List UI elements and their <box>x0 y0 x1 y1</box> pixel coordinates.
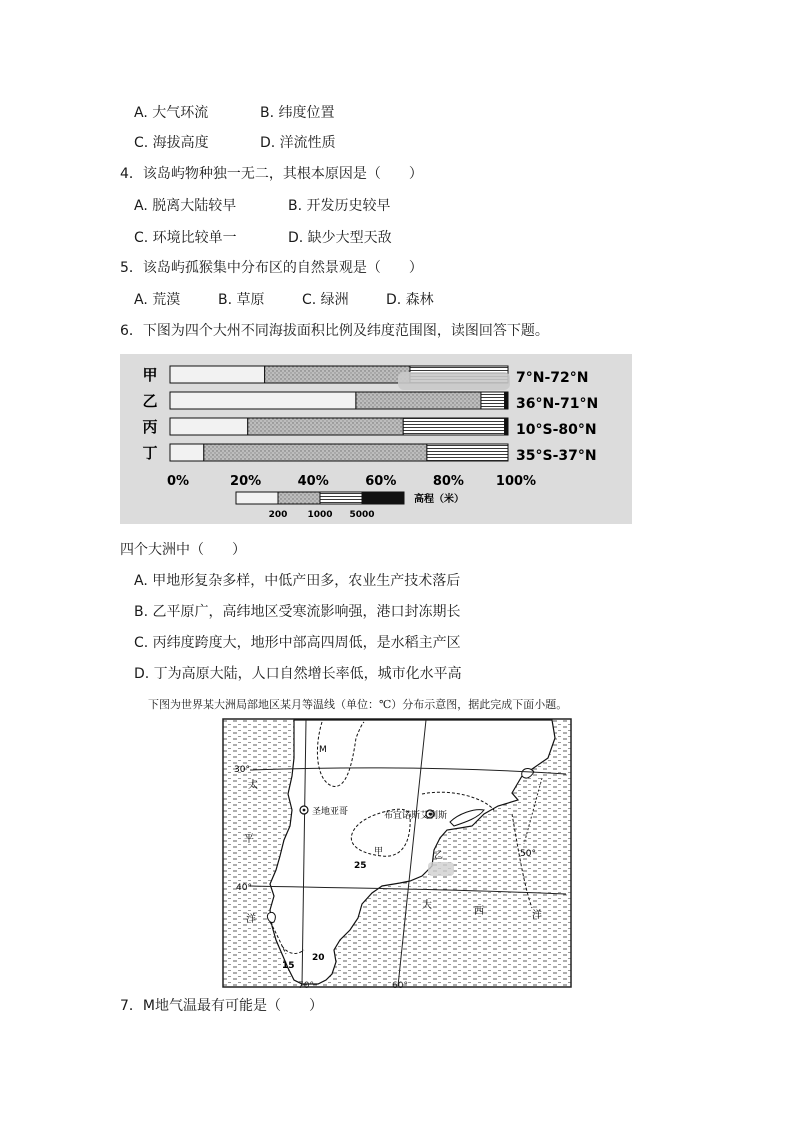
category-label-2: 乙 <box>142 392 158 410</box>
bar-2-segment-4 <box>505 392 508 409</box>
q3-option-a: A. 大气环流 <box>134 105 209 121</box>
lon-50-label: 50° <box>520 849 536 859</box>
isotherm-15-label: 15 <box>282 961 295 971</box>
q6-sub-stem: 四个大洲中（ ） <box>120 542 246 558</box>
legend-tick-1: 1000 <box>307 510 333 520</box>
bar-3-segment-2 <box>248 418 403 435</box>
ocean-pacific-3: 洋 <box>246 914 256 925</box>
q6-option-d: D. 丁为高原大陆，人口自然增长率低，城市化水平高 <box>134 666 462 682</box>
isotherm-20-label: 20 <box>312 953 325 963</box>
legend-title: 高程（米） <box>414 494 464 505</box>
category-label-4: 丁 <box>142 444 158 462</box>
range-label-3: 10°S-80°N <box>516 422 597 438</box>
city-buenos-aires-label: 布宜诺斯艾利斯 <box>384 811 448 821</box>
bar-2-segment-2 <box>356 392 481 409</box>
bar-4-segment-2 <box>204 444 427 461</box>
q4-option-c: C. 环境比较单一 <box>134 230 237 246</box>
q4-option-a: A. 脱离大陆较早 <box>134 198 237 214</box>
range-label-2: 36°N-71°N <box>516 396 599 412</box>
altitude-chart <box>120 354 632 524</box>
x-tick-0: 0% <box>166 474 190 489</box>
bar-1-segment-2 <box>265 366 410 383</box>
q5-stem: 5．该岛屿孤猴集中分布区的自然景观是（ ） <box>120 260 423 276</box>
q3-option-b: B. 纬度位置 <box>260 105 335 121</box>
q4-option-d: D. 缺少大型天敌 <box>288 230 392 246</box>
legend-swatch-3 <box>320 492 362 504</box>
ocean-pacific-2: 平 <box>244 834 254 845</box>
q3-option-d: D. 洋流性质 <box>260 135 336 151</box>
jia-label: 甲 <box>374 847 384 857</box>
bar-3-segment-3 <box>403 418 504 435</box>
lat-30-label: 30° <box>234 765 250 775</box>
q6-option-a: A. 甲地形复杂多样，中低产田多，农业生产技术落后 <box>134 573 461 589</box>
q4-option-b: B. 开发历史较早 <box>288 198 391 214</box>
isotherm-25-label: 25 <box>354 861 367 871</box>
q5-option-c: C. 绿洲 <box>302 292 349 308</box>
q4-stem: 4．该岛屿物种独一无二，其根本原因是（ ） <box>120 166 423 182</box>
category-label-1: 甲 <box>142 366 158 384</box>
legend-swatch-2 <box>278 492 320 504</box>
legend-tick-2: 5000 <box>349 510 375 520</box>
m-label: M <box>319 745 327 755</box>
bar-2-segment-3 <box>481 392 505 409</box>
isotherm-map <box>222 718 572 990</box>
x-tick-4: 80% <box>432 474 464 489</box>
range-label-1: 7°N-72°N <box>516 370 589 386</box>
legend-swatch-4 <box>362 492 404 504</box>
x-tick-2: 40% <box>297 474 329 489</box>
ocean-atlantic-1: 大 <box>422 900 432 911</box>
island-west <box>267 912 275 922</box>
lon-70-label: 70° <box>298 981 314 991</box>
obscured-area <box>428 862 454 876</box>
ocean-atlantic-3: 洋 <box>532 910 542 921</box>
x-tick-3: 60% <box>365 474 397 489</box>
bar-2-segment-1 <box>170 392 356 409</box>
lon-60-label: 60° <box>392 981 408 991</box>
q6-option-b: B. 乙平原广，高纬地区受寒流影响强，港口封冻期长 <box>134 604 461 620</box>
yi-label: 乙 <box>434 851 444 861</box>
q5-option-a: A. 荒漠 <box>134 292 181 308</box>
q5-option-b: B. 草原 <box>218 292 265 308</box>
bar-4-segment-1 <box>170 444 204 461</box>
x-tick-5: 100% <box>495 474 537 489</box>
q5-option-d: D. 森林 <box>386 292 434 308</box>
category-label-3: 丙 <box>142 418 158 436</box>
map-caption: 下图为世界某大洲局部地区某月等温线（单位：℃）分布示意图，据此完成下面小题。 <box>148 698 568 711</box>
bar-1-segment-1 <box>170 366 265 383</box>
ocean-atlantic-2: 西 <box>474 906 484 917</box>
lat-40-label: 40° <box>236 883 252 893</box>
city-dot-santiago <box>303 809 306 812</box>
x-tick-1: 20% <box>230 474 262 489</box>
obscured-area-chart <box>398 372 510 390</box>
q7-stem: 7．M地气温最有可能是（ ） <box>120 998 323 1014</box>
bar-3-segment-1 <box>170 418 248 435</box>
city-santiago-label: 圣地亚哥 <box>312 807 349 817</box>
q6-stem: 6．下图为四个大州不同海拔面积比例及纬度范围图，读图回答下题。 <box>120 323 549 339</box>
range-label-4: 35°S-37°N <box>516 448 597 464</box>
bar-4-segment-3 <box>427 444 508 461</box>
legend-swatch-1 <box>236 492 278 504</box>
bar-3-segment-4 <box>505 418 508 435</box>
ocean-pacific-1: 太 <box>248 780 258 791</box>
q3-option-c: C. 海拔高度 <box>134 135 209 151</box>
q6-option-c: C. 丙纬度跨度大，地形中部高四周低，是水稻主产区 <box>134 635 461 651</box>
legend-tick-0: 200 <box>268 510 288 520</box>
